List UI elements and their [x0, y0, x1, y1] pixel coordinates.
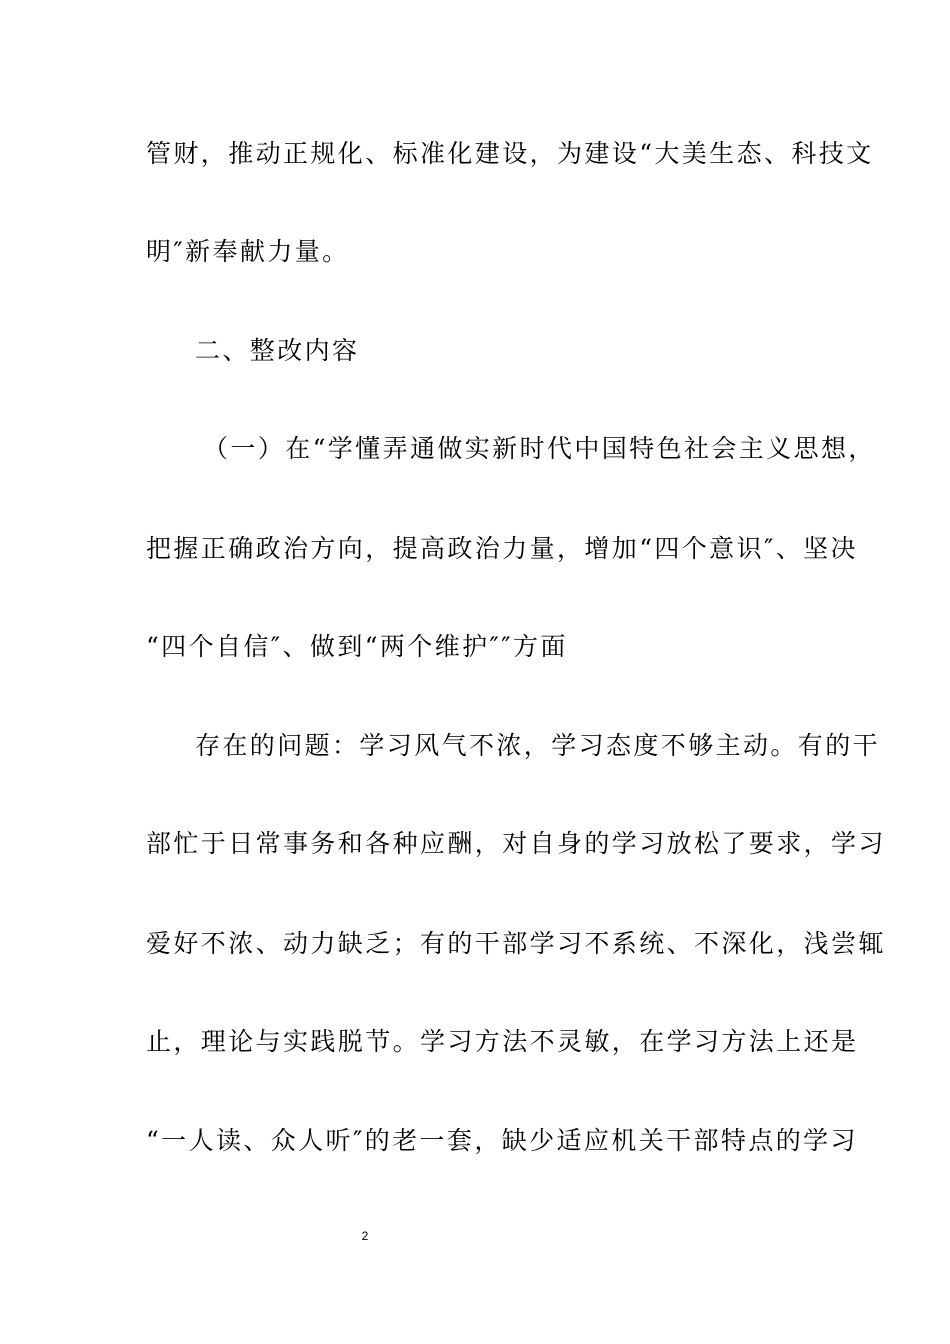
body-text-line: “一人读、众人听″的老一套，缺少适应机关干部特点的学习	[146, 1126, 858, 1155]
section-heading: 二、整改内容	[195, 336, 360, 365]
subsection-heading-continued: 把握正确政治方向，提高政治力量，增加“四个意识″、坚决	[146, 534, 858, 563]
body-text-line: 管财，推动正规化、标准化建设，为建设“大美生态、科技文	[146, 139, 874, 168]
body-text-line: 部忙于日常事务和各种应酬，对自身的学习放松了要求，学习	[146, 829, 886, 858]
body-text-line: 存在的问题：学习风气不浓，学习态度不够主动。有的干	[195, 731, 881, 760]
body-text-line: 爱好不浓、动力缺乏；有的干部学习不系统、不深化，浅尝辄	[146, 929, 886, 958]
page-number: 2	[361, 1229, 369, 1243]
subsection-heading: （一）在“学懂弄通做实新时代中国特色社会主义思想，	[203, 434, 876, 463]
body-text-line: 明″新奉献力量。	[146, 237, 350, 266]
body-text-line: 止，理论与实践脱节。学习方法不灵敏，在学习方法上还是	[146, 1027, 859, 1056]
subsection-heading-continued: “四个自信″、做到“两个维护″″方面	[146, 632, 568, 661]
